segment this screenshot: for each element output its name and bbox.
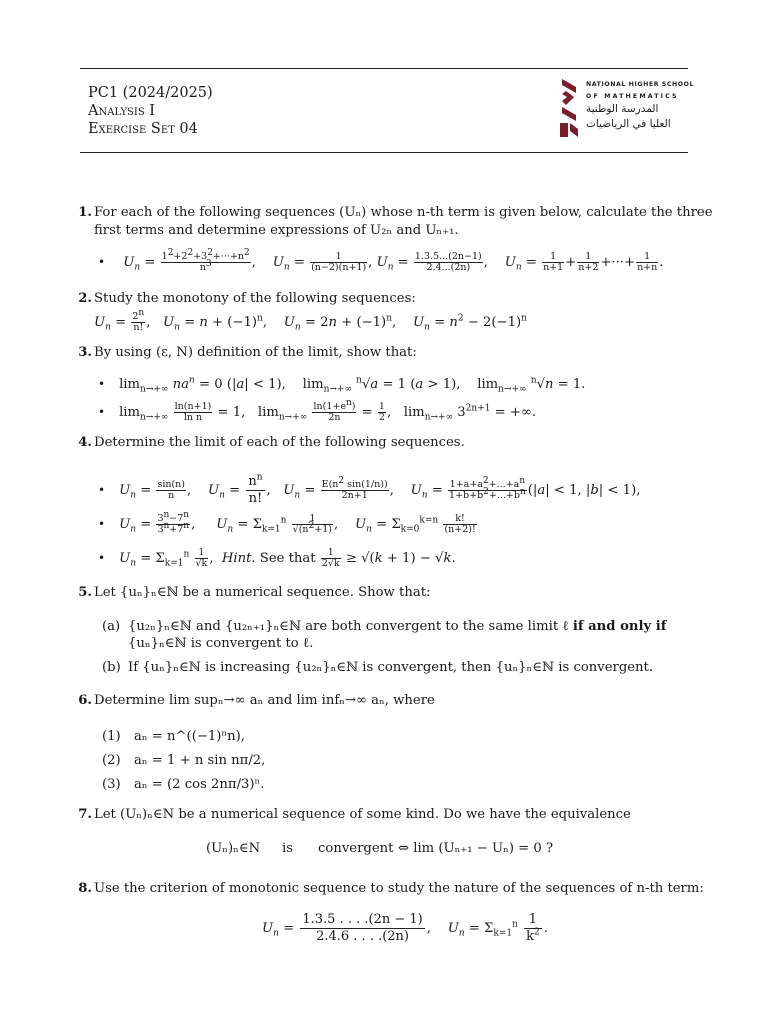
part-a-text-main: {u₂ₙ}ₙ∈ℕ and {u₂ₙ₊₁}ₙ∈ℕ are both convergent to the same limit ℓ xyxy=(128,619,569,634)
part-b-label: (b) xyxy=(102,660,121,675)
item-1-expr: aₙ = n^((−1)ⁿn), xyxy=(134,729,245,744)
header-top-rule xyxy=(80,68,688,69)
header-block xyxy=(88,84,213,138)
exercise-4-formulas-1: • $U_n$ = $\frac{\sin(n)}{n}$ , $U_n$ = $\frac{n^n}{n!}$ , $U_n$ = $\frac{E(n^2 \sin(1/n))}{2n+1}$ , $U_n$ = $\frac{1+a+a^2+...+a^n}{1+b+b^2+...+b^n}$ (|a| < 1, |b| < 1), xyxy=(98,472,641,506)
subject-title: Analysis I xyxy=(88,103,156,119)
item-2-expr: aₙ = 1 + n sin nπ/2, xyxy=(134,753,266,768)
equivalence-is: is xyxy=(282,841,293,856)
exercise-4-formulas-3: • $U_n = \Sigma_{k=1}^n$ $\frac{1}{√k}$ , Hint. See that $\frac{1}{2√k}$ ≥ √(k + 1) − √k. xyxy=(98,547,456,569)
part-a-text xyxy=(128,618,666,635)
logo-line-1: NATIONAL HIGHER SCHOOL xyxy=(586,81,695,88)
exercise-number: 8. xyxy=(78,881,92,896)
item-2-label: (2) xyxy=(102,753,121,768)
exercise-text: Study the monotony of the following sequences: xyxy=(94,291,416,306)
exercise-2-formulas: $U_n$ = $\frac{2^n}{n!}$ , $U_n = n + (-1)^n$, $U_n = 2n + (-1)^n$, $U_n = n^2 - 2(-1)^n$ xyxy=(94,307,527,333)
set-title: Exercise Set 04 xyxy=(88,121,198,137)
exercise-number: 1. xyxy=(78,205,92,220)
course-title: PC1 (2024/2025) xyxy=(88,85,213,101)
equivalence-convergent: convergent xyxy=(318,841,394,856)
exercise-text: Determine the limit of each of the following sequences. xyxy=(94,435,465,450)
exercise-number: 6. xyxy=(78,693,92,708)
exercise-3-formulas-1: • $\lim_{n\to+\infty} na^n = 0$ (|a| < 1), $\lim_{n\to+\infty} ^n√a = 1$ (a > 1), $\lim_{n\to+\infty} ^n√n = 1$. xyxy=(98,375,586,395)
part-a-bold: if and only if xyxy=(572,619,667,634)
item-1-label: (1) xyxy=(102,729,121,744)
exercise-text: Let {uₙ}ₙ∈ℕ be a numerical sequence. Show that: xyxy=(94,585,431,600)
exercise-number: 2. xyxy=(78,291,92,306)
exercise-8-formulas: $U_n$ = $\frac{1.3.5 . . . .(2n - 1)}{2.4.6 . . . .(2n)}$ , $U_n = \Sigma_{k=1}^n$ $\frac{1}{k^2}$ . xyxy=(262,912,548,944)
exercise-number: 7. xyxy=(78,807,92,822)
logo-arabic-2: العليا في الرياضيات xyxy=(586,118,671,130)
school-emblem-icon xyxy=(556,77,582,139)
logo-arabic-1: المدرسة الوطنية xyxy=(586,103,659,115)
exercise-text: Determine lim supₙ→∞ aₙ and lim infₙ→∞ aₙ, where xyxy=(94,693,435,708)
exercise-number: 5. xyxy=(78,585,92,600)
exercise-4-formulas-2: • $U_n$ = $\frac{3^n-7^n}{3^n+7^n}$ , $U_n = \Sigma_{k=1}^n$ $\frac{1}{√(n^2+1)}$ , $U_n = \Sigma_{k=0}^{k=n}$ $\frac{k!}{(n+2)!}$ xyxy=(98,509,476,535)
equivalence-right: ⇔ lim (Uₙ₊₁ − Uₙ) = 0 ? xyxy=(398,841,554,856)
exercise-text: Let (Uₙ)ₙ∈N be a numerical sequence of some kind. Do we have the equivalence xyxy=(94,807,631,822)
logo-line-2: OF MATHEMATICS xyxy=(586,93,679,100)
exercise-number: 3. xyxy=(78,345,92,360)
exercise-text: By using (ε, N) definition of the limit, show that: xyxy=(94,345,417,360)
item-3-label: (3) xyxy=(102,777,121,792)
exercise-number: 4. xyxy=(78,435,92,450)
part-a-label: (a) xyxy=(102,619,121,634)
part-a-text-2: {uₙ}ₙ∈ℕ is convergent to ℓ. xyxy=(128,636,314,651)
exercise-3-formulas-2: • $\lim_{n\to+\infty}$ $\frac{\ln(n+1)}{\text{ln n}}$ = 1, $\lim_{n\to+\infty}$ $\frac{\ln(1+e^n)}{2n}$ = $\frac{1}{2}$ , $\lim_{n\to+\infty} 3^{2n+1}$ = +∞. xyxy=(98,397,537,423)
header-bottom-rule xyxy=(80,152,688,153)
exercise-text: Use the criterion of monotonic sequence to study the nature of the sequences of n-th term: xyxy=(94,881,704,896)
item-3-expr: aₙ = (2 cos 2nπ/3)ⁿ. xyxy=(134,777,265,792)
exercise-text-2: first terms and determine expressions of U₂ₙ and Uₙ₊₁. xyxy=(94,223,459,238)
equivalence-left: (Uₙ)ₙ∈N xyxy=(206,841,261,856)
exercise-1-formulas: • $U_n$ = $\frac{1^2+2^2+3^2+\cdot\cdot\cdot+n^2}{n^3}$ , $U_n$ = $\frac{1}{(n-2)(n+1)}$ , $U_n$ = $\frac{1.3.5...(2n-1)}{2.4...(2n)}$ , $U_n$ = $\frac{1}{n+1}$ + $\frac{1}{n+2}$ +···+ $\frac{1}{n+n}$ . xyxy=(98,247,664,273)
exercise-text: For each of the following sequences (Uₙ) whose n-th term is given below, calculate the three xyxy=(94,205,713,220)
part-b-text: If {uₙ}ₙ∈ℕ is increasing {u₂ₙ}ₙ∈ℕ is convergent, then {uₙ}ₙ∈ℕ is convergent. xyxy=(128,660,654,675)
school-logo xyxy=(556,77,695,139)
